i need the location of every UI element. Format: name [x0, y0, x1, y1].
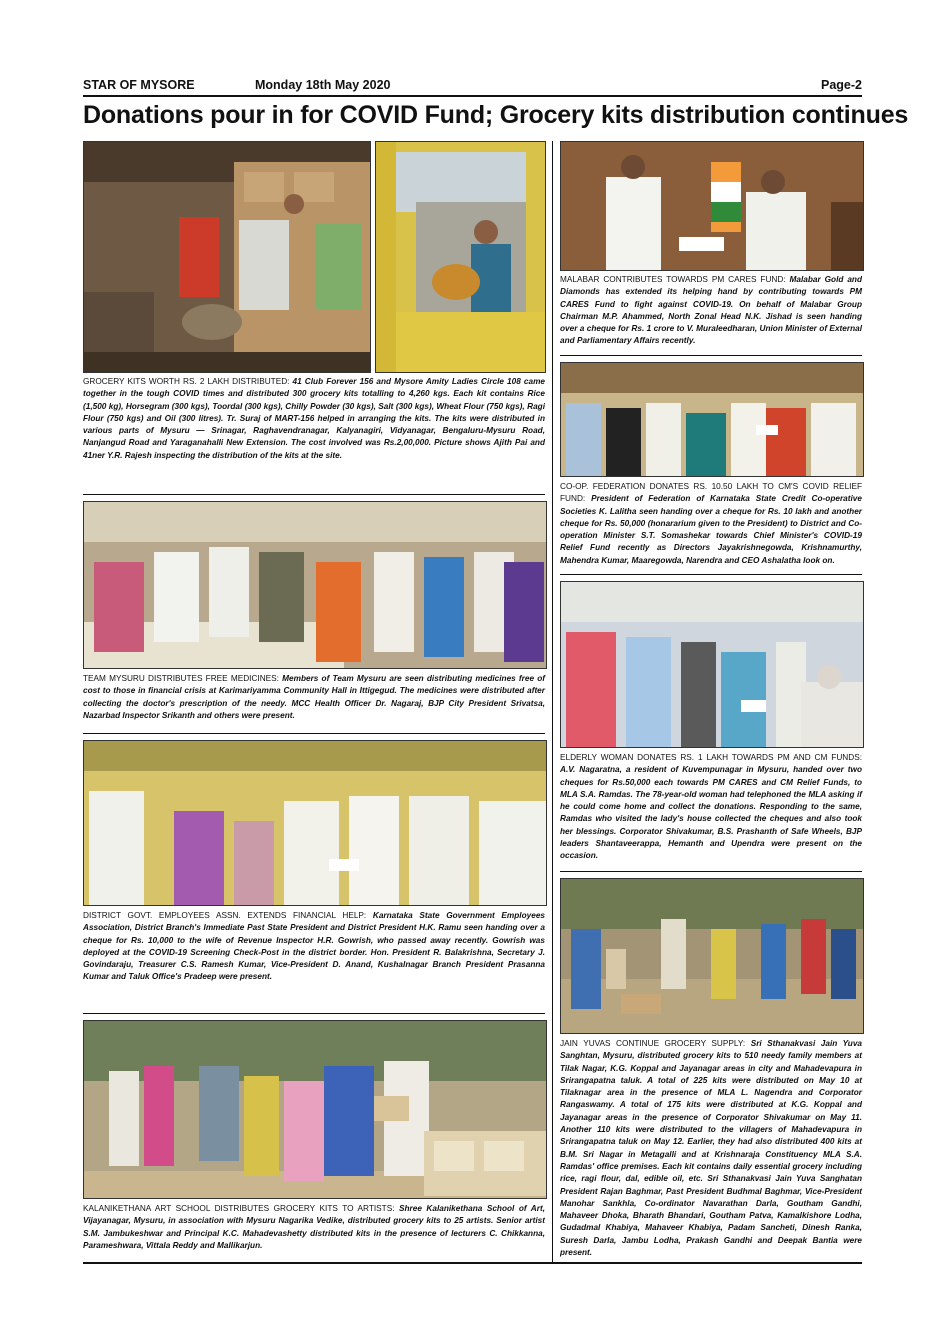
photo-grocery-kits-van: [375, 141, 546, 373]
story-divider: [560, 871, 862, 872]
caption-kicker: ELDERLY WOMAN DONATES RS. 1 LAKH TOWARDS PM AND CM FUNDS:: [560, 753, 862, 762]
photo-kalanikethana-grocery-kits: [83, 1020, 547, 1199]
photo-jain-yuvas-grocery: [560, 878, 864, 1034]
caption-kicker: GROCERY KITS WORTH RS. 2 LAKH DISTRIBUTED:: [83, 377, 290, 386]
caption-body: Sri Sthanakvasi Jain Yuva Sanghtan, Mysuru, distributed grocery kits to 510 needy family members at Tilak Nagar, K.G. Koppal and Jayanagar areas in city and Mahadevapura in Srirangapatna taluk. A total of 225 kits were distributed on May 10 at Tilaknagar area in the presence of MLA L. Nagendra and Corporator Rangaswamy. A total of 175 kits were distributed at K.G. Koppal and Jayanagar areas in the presence of Corporator Shivakumar on May 11. Another 110 kits were distributed to the villagers of Mahadevapura in Srirangapatna taluk on May 12. Earlier, they had also distributed 400 kits at B.M. Sri Nagar in Metagalli and at Krishnaraja Constituency MLA S.A. Ramdas' office premises. Each kit contains daily essential grocery including rice, ragi flour, dal, edible oil, etc. Sri Sthanakvasi Jain Yuva Sanghatan President Rajan Baghmar, Past President Budhmal Baghmar, Vice-President Manohar Sankhla, Co-ordinator Navarathan Darla, Goutham Gandhi, Mahaveer Dhoka, Bharath Bhandari, Goutham Patva, Kamalkishore Lodha, Gudadmal Khabiya, Mahaveer Khabiya, Padam Sancheti, Dinesh Ranka, Suresh Darla, Jambu Lodha, Prakash Gandhi and Deepak Bantia were present.: [560, 1039, 862, 1258]
caption-elderly-woman: [560, 752, 862, 863]
caption-coop-federation: [560, 481, 862, 567]
caption-body: Karnataka State Government Employees Association, District Branch's Immediate Past State President and District President H.K. Ramu seen handing over a cheque for Rs. 10,000 to the wife of Revenue Inspector H.R. Gowrish, who passed away recently. Gowrish was deployed at the COVID-19 Screening Check-Post in the district border. Hon. President R. Balakrishna, Secretary J. Govindaraju, Treasurer C.S. Ramesh Kumar, Vice-President D. Anand, Kushalnagar Branch President Prasanna Kumar and Taluk Office's Pradeep were present.: [83, 911, 545, 982]
caption-kicker: CO-OP. FEDERATION DONATES RS. 10.50 LAKH TO CM'S COVID RELIEF FUND:: [560, 482, 862, 504]
newspaper-name: STAR OF MYSORE: [83, 78, 195, 92]
caption-kicker: DISTRICT GOVT. EMPLOYEES ASSN. EXTENDS FINANCIAL HELP:: [83, 911, 367, 920]
caption-kicker: JAIN YUVAS CONTINUE GROCERY SUPPLY:: [560, 1039, 746, 1048]
story-divider: [83, 494, 545, 495]
page-headline: Donations pour in for COVID Fund; Grocery kits distribution continues: [83, 101, 909, 129]
photo-coop-federation-cheque: [560, 362, 864, 477]
caption-body: Members of Team Mysuru are seen distributing medicines free of cost to those in financial crisis at Karimariyamma Community Hall in Ittigegud. The medicines were distributed after collecting the doctor's prescription of the needy. MCC Health Officer Dr. Nagaraj, BJP City President Srivatsa, Nazarbad Inspector Srikanth and others were present.: [83, 674, 545, 720]
story-divider: [560, 574, 862, 575]
page-number: Page-2: [821, 78, 862, 92]
caption-kicker: MALABAR CONTRIBUTES TOWARDS PM CARES FUND:: [560, 275, 786, 284]
caption-grocery-kits: [83, 376, 545, 462]
masthead: [83, 78, 862, 94]
photo-malabar-pm-cares: [560, 141, 864, 271]
photo-govt-employees-cheque: [83, 740, 547, 906]
story-divider: [83, 1013, 545, 1014]
caption-body: Shree Kalanikethana School of Art, Vijayanagar, Mysuru, in association with Mysuru Nagarika Vedike, distributed grocery kits to 25 artists. Senior artist S.M. Jambukeshwar and Principal K.C. Mahadevashetty distributed kits in the presence of lecturers C. Chikkanna, Parameshwara, Vittala Reddy and Mallikarjun.: [83, 1204, 545, 1250]
photo-elderly-woman-donation: [560, 581, 864, 748]
caption-kicker: TEAM MYSURU DISTRIBUTES FREE MEDICINES:: [83, 674, 279, 683]
story-divider: [560, 355, 862, 356]
caption-body: 41 Club Forever 156 and Mysore Amity Ladies Circle 108 came together in the tough COVID times and distributed 300 grocery kits totalling to 4,260 kgs. Each kit contains Rice (1,500 kg), Horsegram (300 kgs), Toordal (300 kgs), Chilly Powder (30 kgs), Salt (300 kgs), Wheat Flour (750 kgs), Ragi Flour (750 kgs) and Oil (300 litres). Tr. Suraj of MART-156 helped in arranging the kits. The kits were distributed in various parts of Mysuru — Srinagar, Raghavendranagar, Kalyanagiri, Vidyanagar, Bengaluru-Mysuru Road, Nanjangud Road and Yaraganahalli New Extension. The cost involved was Rs.2,00,000. Picture shows Ajith Pai and 41ner Y.R. Rajesh inspecting the distribution of the kits at the site.: [83, 377, 546, 460]
issue-date: Monday 18th May 2020: [255, 78, 391, 92]
column-divider: [552, 141, 553, 1262]
photo-team-mysuru-medicines: [83, 501, 547, 669]
footer-rule: [83, 1262, 862, 1264]
caption-govt-employees: [83, 910, 545, 984]
masthead-rule: [83, 95, 862, 97]
caption-body: A.V. Nagaratna, a resident of Kuvempunagar in Mysuru, handed over two cheques for Rs.50,000 each towards PM CARES and CM Relief Funds, to MLA S.A. Ramdas. The 78-year-old woman had telephoned the MLA asking if he could come home and collect the donations. Responding to the same, Ramdas who visited the lady's house collected the cheques and also took her blessings. Corporator Shivakumar, B.S. Prashanth of Safe Wheels, BJP leaders Shantaveerappa, Hemanth and Upendra were present on the occasion.: [560, 765, 862, 861]
caption-kalanikethana: [83, 1203, 545, 1252]
caption-jain-yuvas: [560, 1038, 862, 1259]
caption-malabar: [560, 274, 862, 348]
caption-team-mysuru: [83, 673, 545, 722]
story-divider: [83, 733, 545, 734]
caption-kicker: KALANIKETHANA ART SCHOOL DISTRIBUTES GROCERY KITS TO ARTISTS:: [83, 1204, 395, 1213]
caption-body: Malabar Gold and Diamonds has extended its helping hand by contributing towards PM CARES Fund to fight against COVID-19. On behalf of Malabar Group Chairman M.P. Ahammed, North Zonal Head N.K. Jishad is seen handing over a cheque for Rs. 1 crore to V. Muraleedharan, Union Minister of External and Parliamentary Affairs recently.: [560, 275, 862, 346]
photo-grocery-kits-warehouse: [83, 141, 371, 373]
caption-body: President of Federation of Karnataka State Credit Co-operative Societies K. Lalitha seen handing over a cheque for Rs. 10 lakh and another cheque for Rs. 50,000 (honararium given to the President) to District and Co-operation Minister S.T. Somashekar towards Chief Minister's COVID-19 Relief Fund recently as Directors Jayakrishnegowda, Krishnamurthy, Mahendra Kumar, Maaregowda, Narendra and CEO Ashalatha look on.: [560, 494, 862, 565]
